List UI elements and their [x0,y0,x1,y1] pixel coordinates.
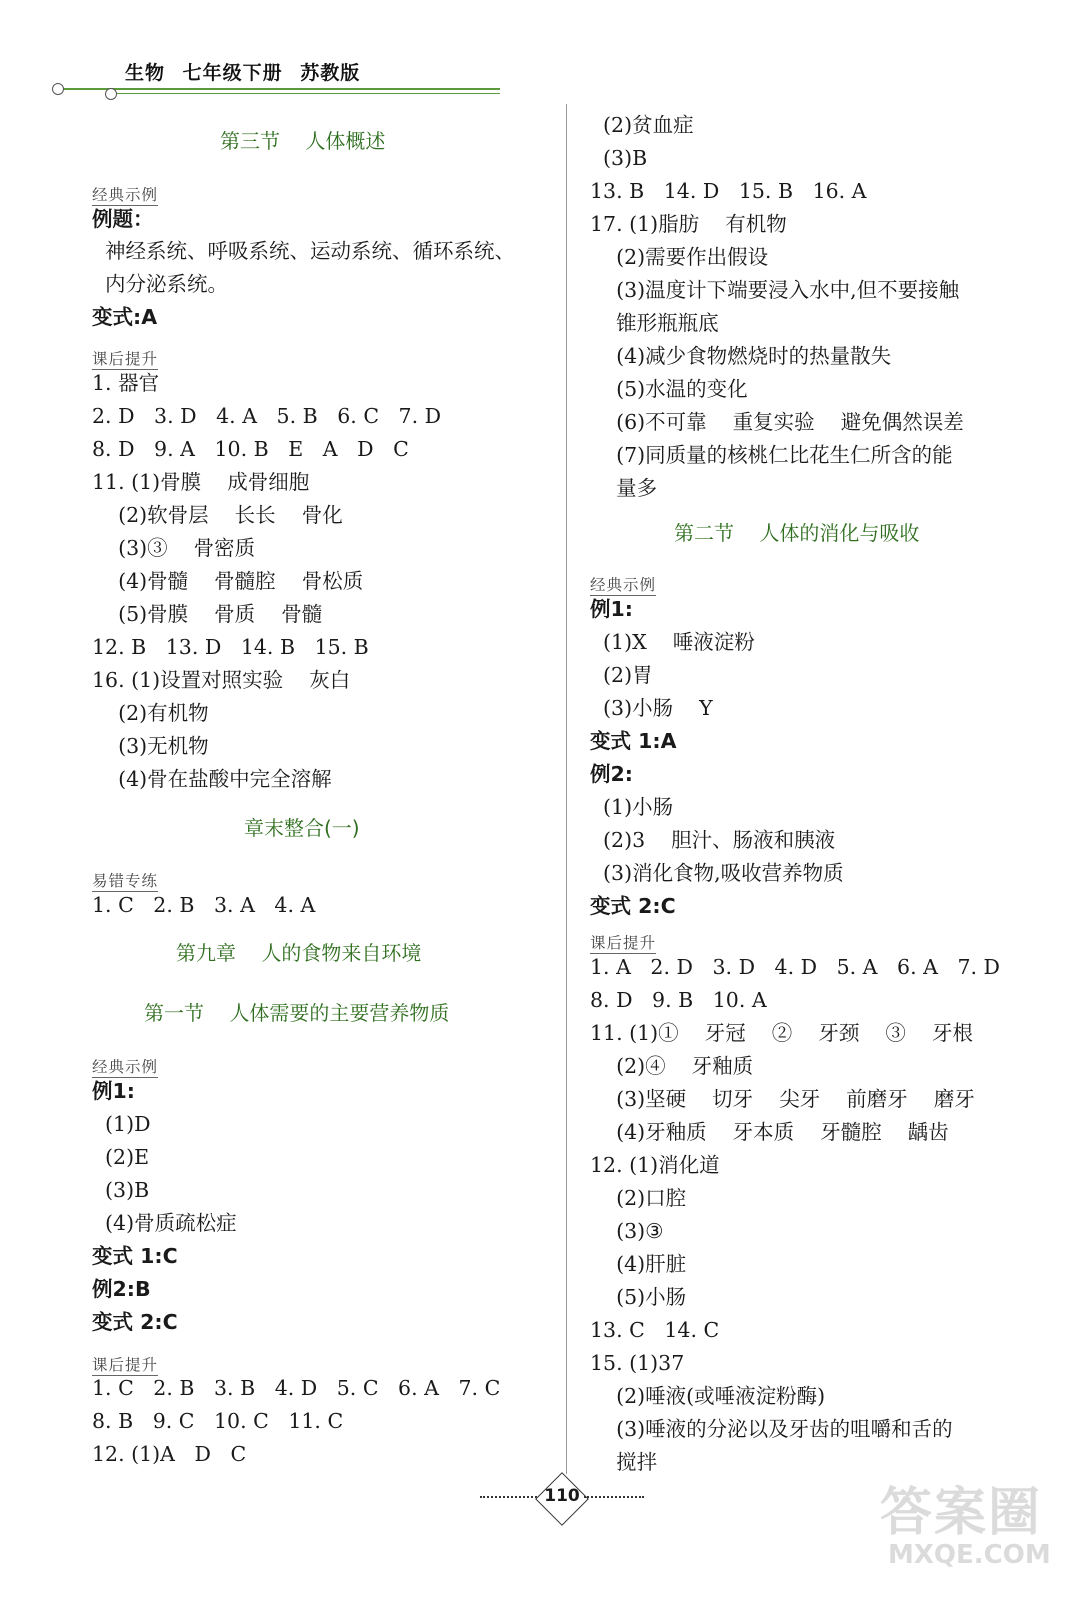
answer-line: (2)胃 [590,663,653,687]
answer-line: 11. (1)① 牙冠 ② 牙颈 ③ 牙根 [590,1021,973,1045]
answer-line: 内分泌系统。 [92,272,229,296]
example-label: 例1: [590,597,633,621]
example-label: 变式 1:C [92,1244,178,1268]
answer-line: (2)④ 牙釉质 [590,1054,754,1078]
answer-line: (7)同质量的核桃仁比花生仁所含的能 [590,443,953,467]
page-number-dots-right [584,1496,644,1498]
answer-line: 2. D 3. D 4. A 5. B 6. C 7. D [92,404,442,428]
answer-line: (2)E [92,1145,150,1169]
answer-line: (2)唾液(或唾液淀粉酶) [590,1384,826,1408]
answer-line: 搅拌 [590,1450,658,1474]
section-heading: 第二节 人体的消化与吸收 [674,521,920,545]
answer-line: 17. (1)脂肪 有机物 [590,212,787,236]
answer-line: (5)骨膜 骨质 骨髓 [92,602,323,626]
answer-line: (3)小肠 Y [590,696,713,720]
answer-line: (6)不可靠 重复实验 避免偶然误差 [590,410,964,434]
answer-line: (3)消化食物,吸收营养物质 [590,861,844,885]
answer-line: (4)牙釉质 牙本质 牙髓腔 龋齿 [590,1120,949,1144]
header-title: 生物 七年级下册 苏教版 [125,62,361,84]
answer-line: 神经系统、呼吸系统、运动系统、循环系统、 [92,239,516,263]
example-label: 变式 2:C [590,894,676,918]
answer-line: (5)水温的变化 [590,377,748,401]
answer-line: 1. C 2. B 3. A 4. A [92,893,316,917]
answer-line: (3)B [92,1178,150,1202]
section-heading: 章末整合(一) [244,816,360,840]
section-tag: 经典示例 [92,186,159,204]
answer-line: (2)贫血症 [590,113,694,137]
answer-line: 12. B 13. D 14. B 15. B [92,635,369,659]
header-dot-left [52,83,64,95]
header-dot-right [105,88,117,100]
answer-line: 锥形瓶瓶底 [590,311,719,335]
answer-line: (3)坚硬 切牙 尖牙 前磨牙 磨牙 [590,1087,975,1111]
example-label: 例2:B [92,1277,151,1301]
example-label: 例1: [92,1079,135,1103]
answer-line: (4)减少食物燃烧时的热量散失 [590,344,892,368]
answer-line: 8. D 9. A 10. B E A D C [92,437,409,461]
section-tag: 经典示例 [92,1058,159,1076]
answer-line: 量多 [590,476,658,500]
answer-line: (2)口腔 [590,1186,687,1210]
answer-line: 13. B 14. D 15. B 16. A [590,179,867,203]
answer-line: (4)骨质疏松症 [92,1211,237,1235]
section-tag: 课后提升 [92,350,159,368]
answer-line: (5)小肠 [590,1285,687,1309]
header-rule-thin [110,93,500,94]
answer-line: 11. (1)骨膜 成骨细胞 [92,470,310,494]
header-rule [60,88,500,90]
answer-line: (1)小肠 [590,795,674,819]
answer-line: (2)3 胆汁、肠液和胰液 [590,828,836,852]
answer-line: (3)③ [590,1219,664,1243]
answer-line: (2)需要作出假设 [590,245,769,269]
answer-line: (3)B [590,146,648,170]
answer-line: 12. (1)消化道 [590,1153,720,1177]
example-label: 变式 1:A [590,729,677,753]
column-divider [566,104,567,1474]
page-number-dots-left [480,1496,540,1498]
answer-line: 12. (1)A D C [92,1442,247,1466]
watermark-text: 答案圈 [880,1483,1043,1543]
watermark-logo [880,1470,1070,1595]
watermark-url: MXQE.COM [888,1540,1051,1570]
answer-line: (4)骨在盐酸中完全溶解 [92,767,332,791]
example-label: 例2: [590,762,633,786]
answer-line: 15. (1)37 [590,1351,685,1375]
example-label: 变式:A [92,305,158,329]
answer-line: (3)③ 骨密质 [92,536,256,560]
section-heading: 第三节 人体概述 [220,129,386,153]
answer-line: 8. D 9. B 10. A [590,988,767,1012]
answer-line: (4)肝脏 [590,1252,687,1276]
section-heading: 第一节 人体需要的主要营养物质 [144,1001,450,1025]
page-number-text: 110 [544,1486,580,1506]
answer-line: (1)D [92,1112,151,1136]
page-header [50,58,500,100]
answer-line: (3)唾液的分泌以及牙齿的咀嚼和舌的 [590,1417,953,1441]
answer-line: (3)温度计下端要浸入水中,但不要接触 [590,278,960,302]
section-tag: 易错专练 [92,872,159,890]
example-label: 例题： [92,207,154,231]
section-tag: 课后提升 [92,1356,159,1374]
answer-line: 13. C 14. C [590,1318,720,1342]
answer-line: (4)骨髓 骨髓腔 骨松质 [92,569,364,593]
section-heading: 第九章 人的食物来自环境 [176,941,422,965]
section-tag: 经典示例 [590,576,657,594]
answer-line: (3)无机物 [92,734,209,758]
answer-line: (1)X 唾液淀粉 [590,630,755,654]
answer-line: (2)软骨层 长长 骨化 [92,503,343,527]
answer-line: 1. C 2. B 3. B 4. D 5. C 6. A 7. C [92,1376,501,1400]
section-tag: 课后提升 [590,934,657,952]
answer-line: 8. B 9. C 10. C 11. C [92,1409,344,1433]
page-number [480,1478,660,1518]
answer-line: (2)有机物 [92,701,209,725]
example-label: 变式 2:C [92,1310,178,1334]
answer-line: 16. (1)设置对照实验 灰白 [92,668,351,692]
answer-line: 1. A 2. D 3. D 4. D 5. A 6. A 7. D [590,955,1000,979]
answer-line: 1. 器官 [92,371,160,395]
